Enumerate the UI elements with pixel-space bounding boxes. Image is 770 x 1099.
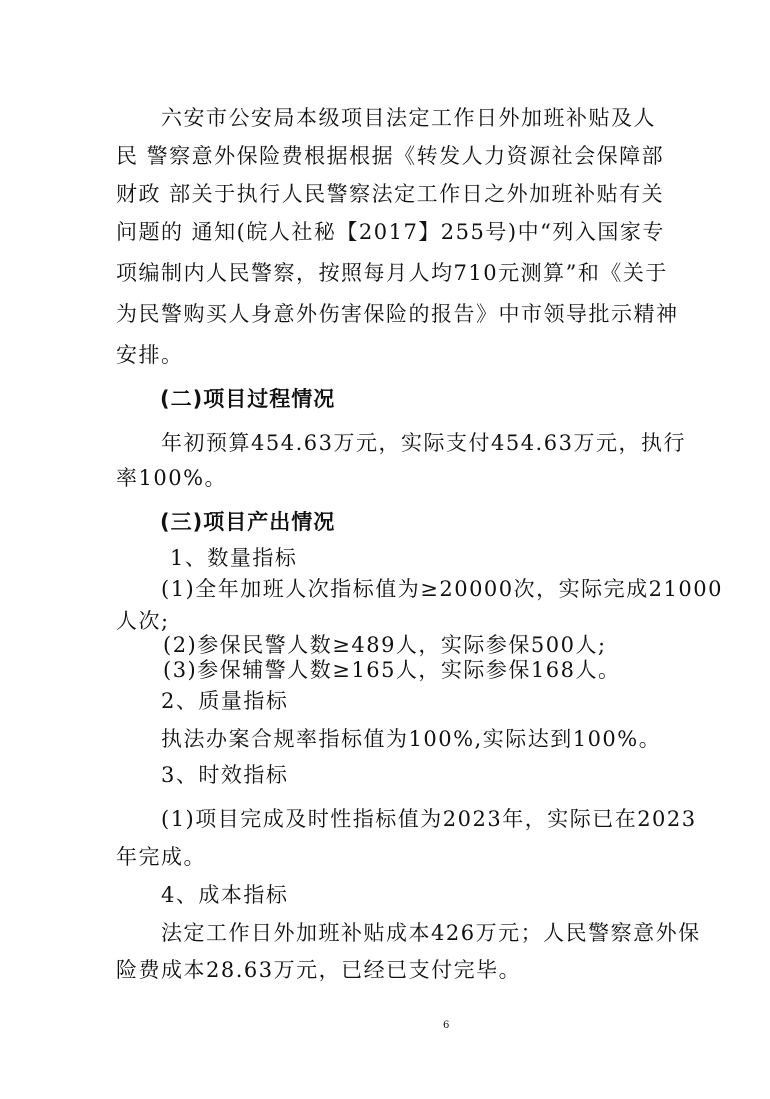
paragraph-1-line-4: 问题的 通知(皖人社秘【2017】255号)中“列入国家专 bbox=[116, 220, 665, 244]
page-number: 6 bbox=[443, 1020, 450, 1031]
quantity-indicator-title: 1、数量指标 bbox=[170, 546, 298, 570]
timeliness-indicator-title: 3、时效指标 bbox=[161, 763, 289, 787]
paragraph-1-line-3: 财政 部关于执行人民警察法定工作日之外加班补贴有关 bbox=[116, 182, 665, 206]
quality-indicator-text: 执法办案合规率指标值为100%,实际达到100%。 bbox=[161, 727, 662, 751]
section-2-line-1: 年初预算454.63万元，实际支付454.63万元，执行 bbox=[161, 431, 686, 455]
cost-line-2: 险费成本28.63万元，已经已支付完毕。 bbox=[116, 958, 522, 982]
quantity-item-1-line-1: (1)全年加班人次指标值为≥20000次，实际完成21000 bbox=[161, 577, 723, 601]
timeliness-line-2: 年完成。 bbox=[116, 845, 206, 869]
section-2-heading: (二)项目过程情况 bbox=[160, 387, 336, 411]
paragraph-1-line-6: 为民警购买人身意外伤害保险的报告》中市领导批示精神 bbox=[116, 302, 679, 326]
cost-line-1: 法定工作日外加班补贴成本426万元；人民警察意外保 bbox=[161, 921, 701, 945]
cost-indicator-title: 4、成本指标 bbox=[161, 883, 289, 907]
quantity-item-1-line-2: 人次; bbox=[116, 609, 170, 633]
paragraph-1-line-5: 项编制内人民警察，按照每月人均710元测算”和《关于 bbox=[116, 261, 668, 285]
quality-indicator-title: 2、质量指标 bbox=[161, 689, 289, 713]
quantity-item-2: (2)参保民警人数≥489人，实际参保500人; bbox=[163, 633, 607, 657]
section-3-heading: (三)项目产出情况 bbox=[160, 510, 336, 534]
section-2-line-2: 率100%。 bbox=[116, 466, 228, 490]
timeliness-line-1: (1)项目完成及时性指标值为2023年，实际已在2023 bbox=[161, 807, 697, 831]
paragraph-1-line-7: 安排。 bbox=[116, 343, 184, 367]
paragraph-1-line-1: 六安市公安局本级项目法定工作日外加班补贴及人 bbox=[161, 106, 656, 130]
quantity-item-3: (3)参保辅警人数≥165人，实际参保168人。 bbox=[163, 658, 621, 682]
paragraph-1-line-2: 民 警察意外保险费根据根据《转发人力资源社会保障部 bbox=[116, 144, 665, 168]
